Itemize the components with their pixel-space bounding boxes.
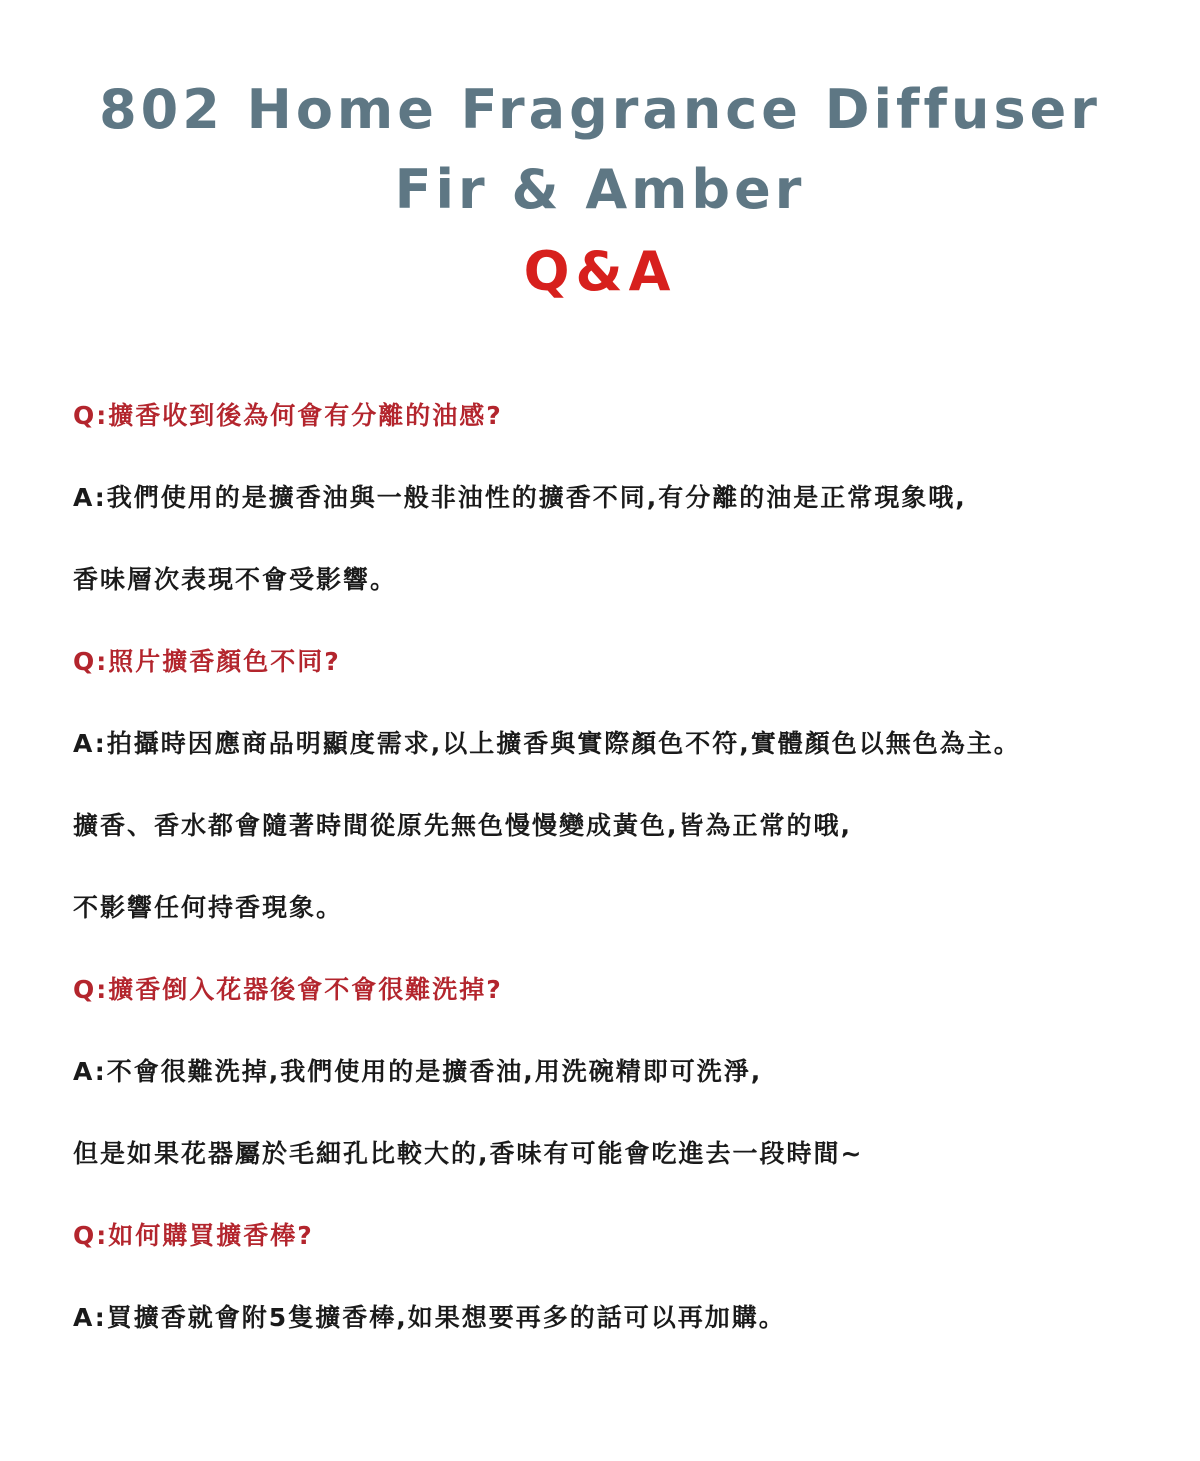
product-title: 802 Home Fragrance Diffuser xyxy=(99,78,1101,141)
faq-answer-1-line-1: A:我們使用的是擴香油與一般非油性的擴香不同,有分離的油是正常現象哦, xyxy=(73,483,967,512)
faq-question-1: Q:擴香收到後為何會有分離的油感? xyxy=(73,401,503,430)
faq-answer-2-line-3: 不影響任何持香現象。 xyxy=(73,893,344,922)
faq-answer-2-line-2: 擴香、香水都會隨著時間從原先無色慢慢變成黃色,皆為正常的哦, xyxy=(73,811,852,840)
faq-answer-3-line-2: 但是如果花器屬於毛細孔比較大的,香味有可能會吃進去一段時間~ xyxy=(73,1139,864,1168)
faq-question-4: Q:如何購買擴香棒? xyxy=(73,1221,314,1250)
faq-answer-2-line-1: A:拍攝時因應商品明顯度需求,以上擴香與實際顏色不符,實體顏色以無色為主。 xyxy=(73,729,1021,758)
faq-question-2: Q:照片擴香顏色不同? xyxy=(73,647,341,676)
product-variant: Fir & Amber xyxy=(394,158,806,221)
faq-question-3: Q:擴香倒入花器後會不會很難洗掉? xyxy=(73,975,503,1004)
faq-answer-1-line-2: 香味層次表現不會受影響。 xyxy=(73,565,398,594)
title-block xyxy=(0,70,1200,312)
faq-answer-4-line-1: A:買擴香就會附5隻擴香棒,如果想要再多的話可以再加購。 xyxy=(73,1303,786,1332)
qa-heading: Q&A xyxy=(523,240,677,303)
faq-answer-3-line-1: A:不會很難洗掉,我們使用的是擴香油,用洗碗精即可洗淨, xyxy=(73,1057,763,1086)
